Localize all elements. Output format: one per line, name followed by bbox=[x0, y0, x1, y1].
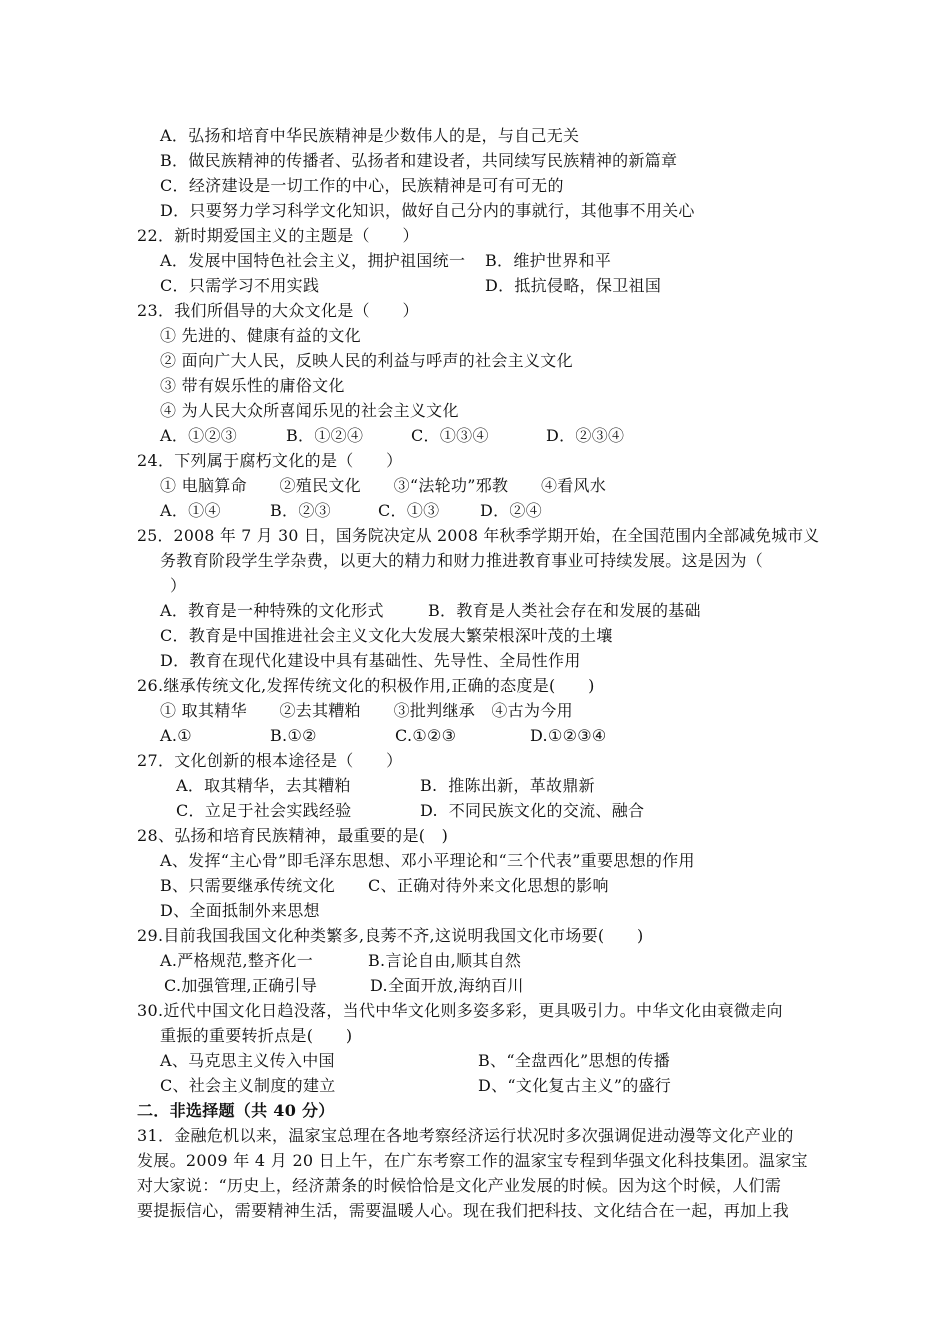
q28-option-c: C、正确对待外来文化思想的影响 bbox=[368, 876, 609, 895]
q29-option-a: A.严格规范,整齐化一 bbox=[160, 951, 314, 970]
q21-option-c: C．经济建设是一切工作的中心，民族精神是可有可无的 bbox=[160, 176, 564, 195]
q25-option-c: C．教育是中国推进社会主义文化大发展大繁荣根深叶茂的土壤 bbox=[160, 626, 613, 645]
q23-option-c: C．①③④ bbox=[411, 426, 489, 445]
q24-items: ① 电脑算命 ②殖民文化 ③“法轮功”邪教 ④看风水 bbox=[160, 476, 607, 495]
q29-stem: 29.目前我国我国文化种类繁多,良莠不齐,这说明我国文化市场要( ) bbox=[137, 926, 644, 945]
q24-option-c: C．①③ bbox=[378, 501, 440, 520]
q23-option-b: B．①②④ bbox=[286, 426, 364, 445]
q23-option-a: A．①②③ bbox=[160, 426, 238, 445]
q30-stem-line-2: 重振的重要转折点是( ) bbox=[160, 1026, 353, 1045]
q26-stem: 26.继承传统文化,发挥传统文化的积极作用,正确的态度是( ) bbox=[137, 676, 595, 695]
q21-option-a: A．弘扬和培育中华民族精神是少数伟人的是，与自己无关 bbox=[160, 126, 580, 145]
q21-option-b: B．做民族精神的传播者、弘扬者和建设者，共同续写民族精神的新篇章 bbox=[160, 151, 678, 170]
q26-items: ① 取其精华 ②去其糟粕 ③批判继承 ④古为今用 bbox=[160, 701, 573, 720]
q22-option-a: A．发展中国特色社会主义，拥护祖国统一 bbox=[160, 251, 466, 270]
q31-paragraph-line-4: 要提振信心，需要精神生活，需要温暖人心。现在我们把科技、文化结合在一起，再加上我 bbox=[137, 1201, 790, 1220]
q30-option-a: A、马克思主义传入中国 bbox=[160, 1051, 335, 1070]
q31-paragraph-line-3: 对大家说：“历史上，经济萧条的时候恰恰是文化产业发展的时候。因为这个时候，人们需 bbox=[137, 1176, 782, 1195]
q30-option-d: D、“文化复古主义”的盛行 bbox=[478, 1076, 672, 1095]
q24-option-b: B．②③ bbox=[270, 501, 331, 520]
q25-option-a: A．教育是一种特殊的文化形式 bbox=[160, 601, 384, 620]
q22-option-b: B．维护世界和平 bbox=[485, 251, 612, 270]
q24-stem: 24．下列属于腐朽文化的是（ ） bbox=[137, 451, 403, 470]
q21-option-d: D．只要努力学习科学文化知识，做好自己分内的事就行，其他事不用关心 bbox=[160, 201, 695, 220]
section-title: 二．非选择题（共 40 分） bbox=[137, 1101, 335, 1120]
q23-item-2: ② 面向广大人民，反映人民的利益与呼声的社会主义文化 bbox=[160, 351, 573, 370]
q23-item-1: ① 先进的、健康有益的文化 bbox=[160, 326, 361, 345]
q29-option-b: B.言论自由,顺其自然 bbox=[368, 951, 522, 970]
q24-option-a: A．①④ bbox=[160, 501, 221, 520]
q27-option-c: C．立足于社会实践经验 bbox=[176, 801, 352, 820]
q22-option-c: C．只需学习不用实践 bbox=[160, 276, 320, 295]
q22-option-d: D．抵抗侵略，保卫祖国 bbox=[485, 276, 662, 295]
q31-paragraph-line-2: 发展。2009 年 4 月 20 日上午，在广东考察工作的温家宝专程到华强文化科技集团。温家宝 bbox=[137, 1151, 808, 1170]
q31-paragraph-line-1: 31．金融危机以来，温家宝总理在各地考察经济运行状况时多次强调促进动漫等文化产业的 bbox=[137, 1126, 794, 1145]
q25-stem-line-1: 25．2008 年 7 月 30 日，国务院决定从 2008 年秋季学期开始，在全国范围内全部减免城市义 bbox=[137, 526, 820, 545]
q23-option-d: D．②③④ bbox=[546, 426, 625, 445]
q30-option-c: C、社会主义制度的建立 bbox=[160, 1076, 336, 1095]
q28-stem: 28、弘扬和培育民族精神，最重要的是( ) bbox=[137, 826, 449, 845]
q29-option-c: C.加强管理,正确引导 bbox=[164, 976, 318, 995]
q28-option-a: A、发挥“主心骨”即毛泽东思想、邓小平理论和“三个代表”重要思想的作用 bbox=[160, 851, 695, 870]
q23-item-3: ③ 带有娱乐性的庸俗文化 bbox=[160, 376, 345, 395]
q27-stem: 27．文化创新的根本途径是（ ） bbox=[137, 751, 403, 770]
q26-option-c: C.①②③ bbox=[395, 726, 457, 745]
q25-option-d: D．教育在现代化建设中具有基础性、先导性、全局性作用 bbox=[160, 651, 581, 670]
q30-stem-line-1: 30.近代中国文化日趋没落，当代中华文化则多姿多彩，更具吸引力。中华文化由衰微走向 bbox=[137, 1001, 783, 1020]
q23-stem: 23．我们所倡导的大众文化是（ ） bbox=[137, 301, 419, 320]
q27-option-d: D. 不同民族文化的交流、融合 bbox=[420, 801, 645, 820]
q23-item-4: ④ 为人民大众所喜闻乐见的社会主义文化 bbox=[160, 401, 459, 420]
q24-option-d: D．②④ bbox=[480, 501, 543, 520]
q30-option-b: B、“全盘西化”思想的传播 bbox=[478, 1051, 671, 1070]
q25-stem-line-3: ） bbox=[170, 576, 187, 595]
q29-option-d: D.全面开放,海纳百川 bbox=[370, 976, 524, 995]
q28-option-d: D、全面抵制外来思想 bbox=[160, 901, 320, 920]
q26-option-b: B.①② bbox=[270, 726, 317, 745]
q26-option-a: A.① bbox=[160, 726, 192, 745]
q25-option-b: B．教育是人类社会存在和发展的基础 bbox=[428, 601, 701, 620]
q28-option-b: B、只需要继承传统文化 bbox=[160, 876, 336, 895]
q27-option-b: B. 推陈出新，革故鼎新 bbox=[420, 776, 595, 795]
q25-stem-line-2: 务教育阶段学生学杂费，以更大的精力和财力推进教育事业可持续发展。这是因为（ bbox=[160, 551, 764, 570]
q22-stem: 22．新时期爱国主义的主题是（ ） bbox=[137, 226, 419, 245]
q26-option-d: D.①②③④ bbox=[530, 726, 607, 745]
q27-option-a: A．取其精华，去其糟粕 bbox=[176, 776, 351, 795]
